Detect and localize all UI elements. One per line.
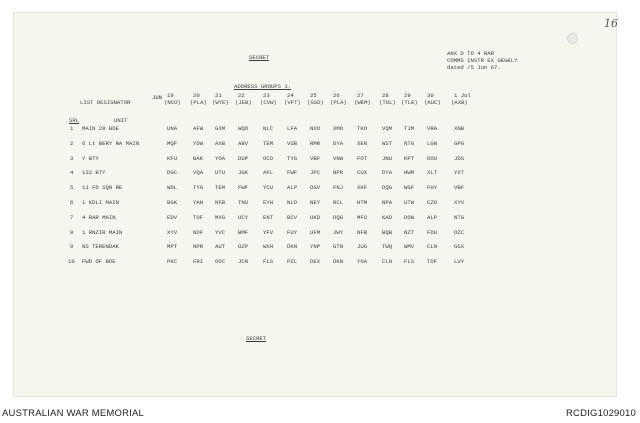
archive-footer bbox=[0, 398, 640, 423]
address-group-cell: NZT bbox=[404, 228, 415, 236]
date-code: (KUC) bbox=[424, 99, 441, 106]
address-group-cell: MXG bbox=[215, 213, 226, 221]
address-group-cell: YNP bbox=[310, 243, 321, 251]
address-group-cell: FHY bbox=[427, 184, 438, 192]
address-group-cell: WST bbox=[382, 139, 393, 147]
address-group-cell: OCD bbox=[263, 154, 274, 162]
date-day: 25 bbox=[310, 92, 317, 99]
address-group-cell: TOF bbox=[427, 258, 438, 266]
date-code: (AXB) bbox=[451, 99, 468, 106]
address-group-cell: JGK bbox=[238, 169, 249, 177]
address-group-cell: CZO bbox=[427, 199, 438, 206]
address-group-cell: NDF bbox=[193, 228, 204, 236]
address-group-cell: RCL bbox=[333, 199, 344, 206]
address-group-cell: OZP bbox=[238, 243, 249, 251]
address-group-cell: JNU bbox=[382, 154, 393, 162]
address-group-cell: XYV bbox=[167, 228, 178, 236]
address-group-cell: JWY bbox=[333, 228, 344, 236]
row-serial: 3 bbox=[70, 154, 74, 162]
row-serial: 10 bbox=[68, 258, 75, 266]
address-group-cell: FLS bbox=[263, 258, 274, 266]
address-group-cell: VRA bbox=[427, 125, 438, 132]
date-day: 26 bbox=[333, 92, 340, 99]
address-group-cell: VNW bbox=[333, 154, 344, 162]
address-group-cell: UNA bbox=[167, 125, 178, 132]
address-group-cell: XLT bbox=[427, 169, 438, 177]
address-group-cell: FRI bbox=[193, 258, 204, 266]
table-row bbox=[14, 155, 618, 165]
address-group-cell: TEM bbox=[215, 184, 226, 192]
table-row bbox=[14, 258, 618, 268]
page-number: 16 bbox=[604, 17, 618, 30]
address-group-cell: BCV bbox=[287, 213, 298, 221]
row-serial: 4 bbox=[70, 169, 74, 177]
address-group-cell: YOA bbox=[215, 154, 226, 162]
table-row bbox=[14, 199, 618, 209]
date-code: (PLA) bbox=[190, 99, 207, 106]
date-code: (PLA) bbox=[330, 99, 347, 106]
address-group-cell: AXB bbox=[215, 139, 226, 147]
address-group-cell: DGC bbox=[167, 169, 178, 177]
address-group-cell: NPR bbox=[193, 243, 204, 251]
row-unit: 11 FD SQN RE bbox=[82, 184, 123, 192]
address-group-cell: GTN bbox=[333, 243, 344, 251]
address-group-cell: AFL bbox=[263, 169, 274, 177]
address-group-cell: GXM bbox=[215, 125, 226, 132]
address-group-cell: BMF bbox=[238, 228, 249, 236]
table-row bbox=[14, 125, 618, 135]
address-group-cell: EYH bbox=[263, 199, 274, 206]
row-serial: 8 bbox=[70, 228, 74, 236]
date-code: (WYE) bbox=[212, 99, 229, 106]
address-group-cell: XMO bbox=[333, 125, 344, 132]
row-unit: 1 RNZIR MAIN bbox=[82, 228, 123, 236]
date-code: (CVW) bbox=[260, 99, 277, 106]
address-group-cell: OGV bbox=[310, 184, 321, 192]
address-group-cell: LFA bbox=[287, 125, 298, 132]
address-group-cell: NFB bbox=[357, 228, 368, 236]
date-code: (NCO) bbox=[164, 99, 181, 106]
address-group-cell: TNU bbox=[238, 199, 249, 206]
address-group-cell: PZL bbox=[287, 258, 298, 266]
address-group-cell: KFU bbox=[167, 154, 178, 162]
address-group-cell: YAN bbox=[193, 199, 204, 206]
address-group-cell: FNJ bbox=[333, 184, 344, 192]
row-serial: 7 bbox=[70, 213, 74, 221]
table-row bbox=[14, 243, 618, 253]
address-group-cell: DKN bbox=[287, 243, 298, 251]
address-group-cell: WMV bbox=[404, 243, 415, 251]
row-unit: MAIN 28 BDE bbox=[82, 125, 119, 132]
address-group-cell: YDW bbox=[193, 139, 204, 147]
date-day: 30 bbox=[427, 92, 434, 99]
address-group-cell: FLS bbox=[404, 258, 415, 266]
address-group-cell: DOU bbox=[427, 154, 438, 162]
address-group-cell: DQG bbox=[333, 213, 344, 221]
address-group-cell: NEY bbox=[310, 199, 321, 206]
address-group-cell: VUB bbox=[287, 139, 298, 147]
address-group-cell: GSX bbox=[454, 243, 465, 251]
address-group-cell: CLN bbox=[382, 258, 393, 266]
address-group-cell: XKF bbox=[357, 184, 368, 192]
address-group-cell: MFU bbox=[357, 213, 368, 221]
address-group-cell: XEN bbox=[357, 139, 368, 147]
address-group-cell: TJM bbox=[404, 125, 415, 132]
address-group-cell: EDV bbox=[167, 213, 178, 221]
address-group-cell: JDS bbox=[454, 154, 465, 162]
address-group-cell: FDU bbox=[427, 228, 438, 236]
address-group-cell: WXH bbox=[263, 243, 274, 251]
date-code: (GSD) bbox=[307, 99, 324, 106]
address-group-cell: ENT bbox=[263, 213, 274, 221]
address-group-cell: WQO bbox=[238, 125, 249, 132]
address-group-cell: DOW bbox=[404, 213, 415, 221]
address-group-cell: JCN bbox=[238, 258, 249, 266]
address-group-cell: DEX bbox=[310, 258, 321, 266]
row-serial: 1 bbox=[70, 125, 74, 132]
date-day: 27 bbox=[357, 92, 364, 99]
address-group-cell: KAD bbox=[382, 213, 393, 221]
annex-line: ANX D TO 4 RAR bbox=[447, 50, 494, 57]
address-group-cell: DKN bbox=[333, 258, 344, 266]
date-day: 20 bbox=[193, 92, 200, 99]
address-group-cell: NPA bbox=[382, 199, 393, 206]
date-day: 21 bbox=[215, 92, 222, 99]
address-group-cell: OZC bbox=[454, 228, 465, 236]
list-designator-label: LIST DESIGNATOR bbox=[80, 99, 131, 106]
address-group-cell: XNB bbox=[454, 125, 465, 132]
table-row bbox=[14, 229, 618, 239]
date-code: (TUL) bbox=[379, 99, 396, 106]
row-serial: 9 bbox=[70, 243, 74, 251]
address-group-cell: TEM bbox=[263, 139, 274, 147]
address-group-cell: CLN bbox=[427, 243, 438, 251]
address-group-cell: XYV bbox=[454, 199, 465, 206]
address-group-cell: BQB bbox=[382, 228, 393, 236]
address-group-cell: TOF bbox=[193, 213, 204, 221]
address-group-cell: HTM bbox=[357, 199, 368, 206]
address-group-cell: MQF bbox=[167, 139, 178, 147]
address-group-cell: NLD bbox=[287, 199, 298, 206]
address-groups-title: ADDRESS GROUPS 1. bbox=[234, 83, 292, 90]
address-group-cell: AUT bbox=[215, 243, 226, 251]
address-group-cell: UFM bbox=[310, 228, 321, 236]
address-group-cell: WGF bbox=[404, 184, 415, 192]
address-group-cell: MPT bbox=[167, 243, 178, 251]
date-day: 24 bbox=[287, 92, 294, 99]
address-group-cell: WDL bbox=[167, 184, 178, 192]
punch-hole bbox=[567, 33, 578, 44]
footer-reference: RCDIG1029010 bbox=[566, 408, 636, 419]
address-group-cell: YFV bbox=[263, 228, 274, 236]
address-group-cell: ALP bbox=[287, 184, 298, 192]
date-day: 19 bbox=[167, 92, 174, 99]
address-group-cell: LGN bbox=[427, 139, 438, 147]
address-group-cell: VBF bbox=[454, 184, 465, 192]
address-group-cell: NTG bbox=[404, 139, 415, 147]
address-group-cell: HWM bbox=[404, 169, 415, 177]
classification-top: SECRET bbox=[249, 54, 270, 61]
date-code: (JEB) bbox=[235, 99, 252, 106]
row-serial: 2 bbox=[70, 139, 74, 147]
row-unit: 6 Lt BERY RA MAIN bbox=[82, 139, 140, 147]
date-code: (VFT) bbox=[284, 99, 301, 106]
address-group-cell: FUY bbox=[287, 228, 298, 236]
classification-bottom: SECRET bbox=[246, 335, 267, 342]
address-group-cell: TYG bbox=[193, 184, 204, 192]
address-group-cell: UTU bbox=[215, 169, 226, 177]
date-day: 28 bbox=[382, 92, 389, 99]
address-group-cell: JUG bbox=[357, 243, 368, 251]
address-group-cell: DUP bbox=[238, 154, 249, 162]
address-group-cell: TWQ bbox=[382, 243, 393, 251]
address-group-cell: YXT bbox=[454, 169, 465, 177]
document-page bbox=[13, 12, 617, 397]
address-group-cell: NFB bbox=[215, 199, 226, 206]
address-group-cell: ALP bbox=[427, 213, 438, 221]
address-group-cell: UKD bbox=[310, 213, 321, 221]
date-code: (TLE) bbox=[401, 99, 418, 106]
row-unit: FWD OF BDE bbox=[82, 258, 116, 266]
address-group-cell: AFW bbox=[193, 125, 204, 132]
address-group-cell: GPG bbox=[454, 139, 465, 147]
address-group-cell: YCU bbox=[263, 184, 274, 192]
address-group-cell: UCY bbox=[238, 213, 249, 221]
address-group-cell: VQM bbox=[382, 125, 393, 132]
table-row bbox=[14, 184, 618, 194]
row-unit: 1 KDLI MAIN bbox=[82, 199, 119, 206]
address-group-cell: TKO bbox=[357, 125, 368, 132]
jun-label: JUN bbox=[152, 94, 163, 101]
address-group-cell: RMR bbox=[310, 139, 321, 147]
address-group-cell: NTG bbox=[454, 213, 465, 221]
address-group-cell: TYG bbox=[287, 154, 298, 162]
address-group-cell: LUY bbox=[454, 258, 465, 266]
address-group-cell: FOT bbox=[357, 154, 368, 162]
address-group-cell: NPR bbox=[333, 169, 344, 177]
srl-header: SRL bbox=[69, 117, 80, 124]
address-group-cell: NLC bbox=[263, 125, 274, 132]
row-serial: 6 bbox=[70, 199, 74, 206]
annex-line: COMMS INSTR EX GEGELY bbox=[447, 57, 518, 64]
address-group-cell: VBF bbox=[310, 154, 321, 162]
address-group-cell: NXO bbox=[310, 125, 321, 132]
footer-institution: AUSTRALIAN WAR MEMORIAL bbox=[2, 408, 145, 419]
table-row bbox=[14, 140, 618, 150]
address-group-cell: BAK bbox=[193, 154, 204, 162]
address-group-cell: FWF bbox=[238, 184, 249, 192]
row-unit: Y BTY bbox=[82, 154, 99, 162]
address-group-cell: UTW bbox=[404, 199, 415, 206]
address-group-cell: ABV bbox=[238, 139, 249, 147]
date-day: 23 bbox=[263, 92, 270, 99]
address-group-cell: VQA bbox=[193, 169, 204, 177]
address-group-cell: PKC bbox=[167, 258, 178, 266]
annex-line: dated /5 Jun 67. bbox=[447, 64, 501, 71]
table-row bbox=[14, 169, 618, 179]
address-group-cell: DQG bbox=[382, 184, 393, 192]
row-serial: 5 bbox=[70, 184, 74, 192]
address-group-cell: CUX bbox=[357, 169, 368, 177]
date-day: 1 Jul bbox=[454, 92, 471, 99]
date-day: 29 bbox=[404, 92, 411, 99]
address-group-cell: JPC bbox=[310, 169, 321, 177]
address-group-cell: DYA bbox=[382, 169, 393, 177]
address-group-cell: YOA bbox=[357, 258, 368, 266]
date-code: (WEM) bbox=[354, 99, 371, 106]
address-group-cell: YVC bbox=[215, 228, 226, 236]
unit-header: UNIT bbox=[114, 117, 128, 124]
row-unit: 132 BTY bbox=[82, 169, 106, 177]
address-group-cell: OOC bbox=[215, 258, 226, 266]
address-group-cell: KPT bbox=[404, 154, 415, 162]
row-unit: NS TERENDAK bbox=[82, 243, 119, 251]
address-group-cell: BGK bbox=[167, 199, 178, 206]
address-group-cell: DYA bbox=[333, 139, 344, 147]
row-unit: 4 RAR MAIN bbox=[82, 213, 116, 221]
address-group-cell: FWF bbox=[287, 169, 298, 177]
date-day: 22 bbox=[238, 92, 245, 99]
table-row bbox=[14, 214, 618, 224]
